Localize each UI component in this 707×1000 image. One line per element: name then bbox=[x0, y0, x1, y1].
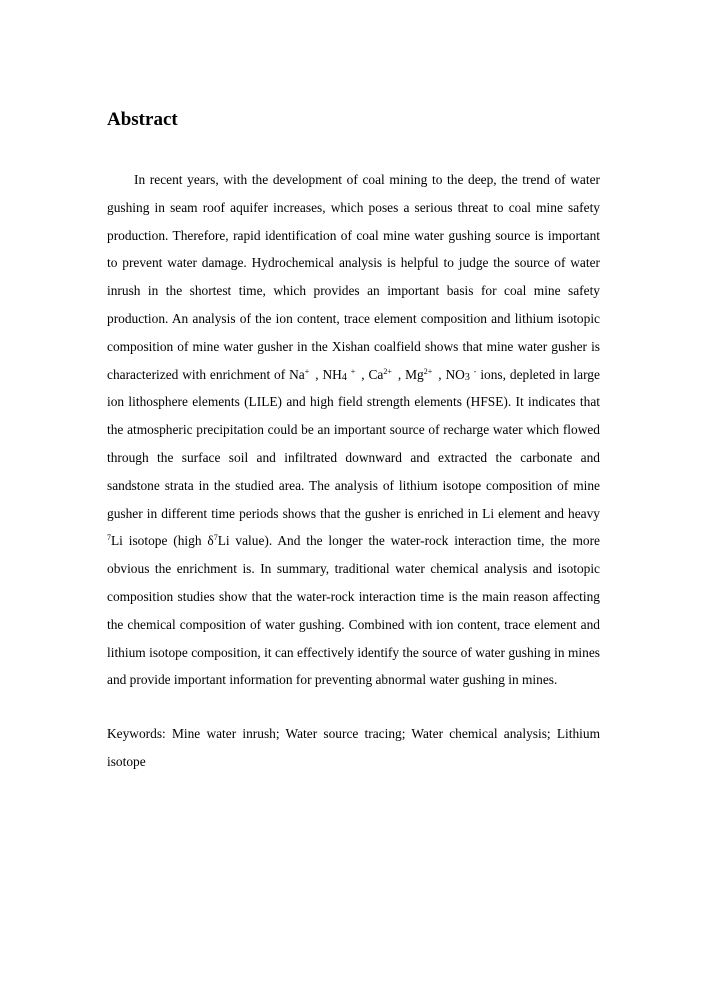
abstract-text-part3: isotope (high δ bbox=[128, 533, 214, 549]
abstract-heading: Abstract bbox=[107, 109, 178, 130]
keywords: Keywords: Mine water inrush; Water source tracing; Water chemical analysis; Lithium isotope bbox=[107, 726, 600, 769]
abstract-text-part1: In recent years, with the development of coal mining to the deep, the trend of water gushing in seam roof aquifer increases, which poses a serious threat to coal mine safety production. Therefore, rapid identification of coal mine water gushing source is important to prevent water damage. Hydrochemical analysis is helpful to judge the source of water inrush in the shortest time, which provides an important basis for coal mine safety production. An analysis of the ion content, trace element composition and lithium isotopic composition of mine water gusher in the Xishan coalfield shows that mine water gusher is characterized with enrichment of bbox=[107, 172, 600, 382]
ion-ca: $Ca^{2+}$ bbox=[368, 366, 392, 382]
ion-no3: $NO_3$ - bbox=[445, 366, 477, 383]
d7li-mass: 7 bbox=[213, 533, 218, 543]
abstract-text-part2: ions, depleted in large ion lithosphere elements (LILE) and high field strength elements (HFSE). It indicates that the atmospheric precipitation could be an important source of recharge water which flowed through the surface soil and infiltrated downward and extracted the carbonate and sandstone strata in the studied area. The analysis of lithium isotope composition of mine gusher in different time periods shows that the gusher is enriched in Li element and heavy bbox=[107, 366, 600, 521]
abstract-text-part4: Li value). And the longer the water-rock interaction time, the more obvious the enrichment is. In summary, traditional water chemical analysis and isotopic composition studies show that the water-rock interaction time is the main reason affecting the chemical composition of water gushing. Combined with ion content, trace element and lithium isotope composition, it can effectively identify the source of water gushing in mines and provide important information for preventing abnormal water gushing in mines. bbox=[107, 533, 600, 688]
abstract-body: In recent years, with the development of coal mining to the deep, the trend of water gushing in seam roof aquifer increases, which poses a serious threat to coal mine safety production. Therefore, rapid identification of coal mine water gushing source is important to prevent water damage. Hydrochemical analysis is helpful to judge the source of water inrush in the shortest time, which provides an important basis for coal mine safety production. An analysis of the ion content, trace element composition and lithium isotopic composition of mine water gusher in the Xishan coalfield shows that mine water gusher is characterized with enrichment of Na+ , $NH_4$ + , $Ca^{2+}$ , $Mg^{2+}$ , $NO_3$ - ions, depleted in large ion lithosphere elements (LILE) and high field strength elements (HFSE). It indicates that the atmospheric precipitation could be an important source of recharge water which flowed through the surface soil and infiltrated downward and extracted the carbonate and sandstone strata in the studied area. The analysis of lithium isotope composition of mine gusher in different time periods shows that the gusher is enriched in Li element and heavy $^7$Li isotope (high $\delta^7Li$ value). And the longer the water-rock interaction time, the more obvious the enrichment is. In summary, traditional water chemical analysis and isotopic composition studies show that the water-rock interaction time is the main reason affecting the chemical composition of water gushing. Combined with ion content, trace element and lithium isotope composition, it can effectively identify the source of water gushing in mines and provide important information for preventing abnormal water gushing in mines. bbox=[107, 172, 600, 688]
li7-element: Li bbox=[111, 533, 123, 549]
abstract-page bbox=[107, 108, 600, 789]
ion-na: Na+ bbox=[289, 366, 310, 382]
ion-mg: $Mg^{2+}$ bbox=[405, 366, 433, 382]
ion-nh4: $NH_4$ + bbox=[322, 366, 356, 383]
li7-mass: 7 bbox=[107, 533, 111, 543]
